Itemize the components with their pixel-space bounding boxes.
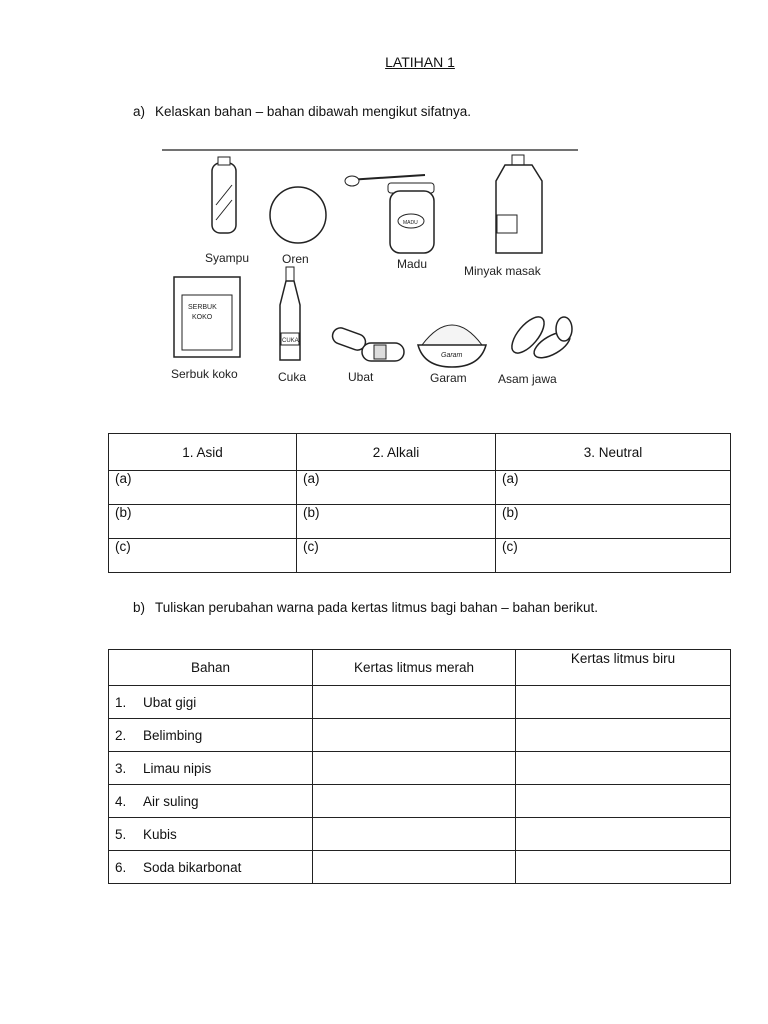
answer-cell[interactable] bbox=[313, 686, 516, 719]
page-title: LATIHAN 1 bbox=[385, 54, 455, 70]
table-row bbox=[109, 719, 731, 752]
substance-name: Kubis bbox=[143, 826, 177, 842]
label-cuka-bottle: CUKA bbox=[282, 338, 299, 344]
header-neutral: 3. Neutral bbox=[496, 434, 731, 471]
label-garam-bowl: Garam bbox=[441, 352, 463, 359]
answer-cell[interactable] bbox=[516, 686, 731, 719]
question-b bbox=[133, 600, 598, 615]
table-row bbox=[109, 851, 731, 884]
label-oren: Oren bbox=[282, 252, 309, 266]
litmus-table bbox=[108, 649, 731, 884]
table-row bbox=[109, 539, 731, 573]
question-a-label: a) bbox=[133, 104, 146, 119]
question-a-text: Kelaskan bahan – bahan dibawah mengikut sifatnya. bbox=[155, 104, 471, 119]
answer-cell[interactable]: (a) bbox=[496, 471, 731, 505]
header-litmus-merah: Kertas litmus merah bbox=[313, 650, 516, 686]
answer-cell[interactable] bbox=[313, 719, 516, 752]
row-number: 3. bbox=[115, 760, 127, 776]
label-madu-jar: MADU bbox=[403, 220, 418, 226]
substance-name: Air suling bbox=[143, 793, 199, 809]
question-b-text: Tuliskan perubahan warna pada kertas litmus bagi bahan – bahan berikut. bbox=[155, 600, 599, 615]
answer-cell[interactable] bbox=[516, 752, 731, 785]
table-row bbox=[109, 818, 731, 851]
table-row bbox=[109, 785, 731, 818]
label-serbuk-pack-2: KOKO bbox=[192, 314, 213, 321]
orange-icon bbox=[270, 187, 326, 243]
answer-cell[interactable] bbox=[516, 851, 731, 884]
answer-cell[interactable]: (b) bbox=[297, 505, 496, 539]
substances-illustration bbox=[160, 145, 580, 395]
pills-icon bbox=[330, 326, 404, 361]
answer-cell[interactable]: (c) bbox=[109, 539, 297, 573]
answer-cell[interactable]: (c) bbox=[496, 539, 731, 573]
label-cuka: Cuka bbox=[278, 370, 307, 384]
answer-cell[interactable]: (b) bbox=[496, 505, 731, 539]
table-row bbox=[109, 686, 731, 719]
row-number: 1. bbox=[115, 694, 127, 710]
substance-name: Soda bikarbonat bbox=[143, 859, 242, 875]
substance-name: Limau nipis bbox=[143, 760, 212, 776]
label-ubat: Ubat bbox=[348, 370, 374, 384]
label-garam: Garam bbox=[430, 371, 467, 385]
answer-cell[interactable]: (b) bbox=[109, 505, 297, 539]
shampoo-bottle-icon bbox=[212, 157, 236, 233]
row-number: 6. bbox=[115, 859, 127, 875]
row-number: 2. bbox=[115, 727, 127, 743]
table-row bbox=[109, 471, 731, 505]
answer-cell[interactable] bbox=[313, 752, 516, 785]
substance-name: Ubat gigi bbox=[143, 694, 197, 710]
classification-table bbox=[108, 433, 731, 573]
label-serbuk-pack-1: SERBUK bbox=[188, 304, 217, 311]
answer-cell[interactable] bbox=[313, 851, 516, 884]
row-number: 5. bbox=[115, 826, 127, 842]
answer-cell[interactable]: (a) bbox=[297, 471, 496, 505]
honey-jar-icon bbox=[345, 175, 434, 253]
header-alkali: 2. Alkali bbox=[297, 434, 496, 471]
question-b-label: b) bbox=[133, 600, 146, 615]
tamarind-icon bbox=[506, 312, 574, 363]
answer-cell[interactable] bbox=[516, 719, 731, 752]
answer-cell[interactable] bbox=[516, 785, 731, 818]
cooking-oil-bottle-icon bbox=[496, 155, 542, 253]
header-bahan: Bahan bbox=[109, 650, 313, 686]
label-minyak-masak: Minyak masak bbox=[464, 264, 541, 278]
answer-cell[interactable] bbox=[516, 818, 731, 851]
substance-name: Belimbing bbox=[143, 727, 203, 743]
table-row bbox=[109, 752, 731, 785]
label-asam-jawa: Asam jawa bbox=[498, 372, 557, 386]
answer-cell[interactable]: (c) bbox=[297, 539, 496, 573]
label-serbuk-koko: Serbuk koko bbox=[171, 367, 238, 381]
header-asid: 1. Asid bbox=[109, 434, 297, 471]
table-row bbox=[109, 505, 731, 539]
answer-cell[interactable]: (a) bbox=[109, 471, 297, 505]
question-a bbox=[133, 104, 471, 119]
answer-cell[interactable] bbox=[313, 818, 516, 851]
label-madu: Madu bbox=[397, 257, 428, 271]
row-number: 4. bbox=[115, 793, 127, 809]
label-syampu: Syampu bbox=[205, 251, 250, 265]
salt-bowl-icon bbox=[418, 325, 486, 367]
answer-cell[interactable] bbox=[313, 785, 516, 818]
header-litmus-biru: Kertas litmus biru bbox=[516, 650, 731, 686]
vinegar-bottle-icon bbox=[280, 267, 300, 360]
